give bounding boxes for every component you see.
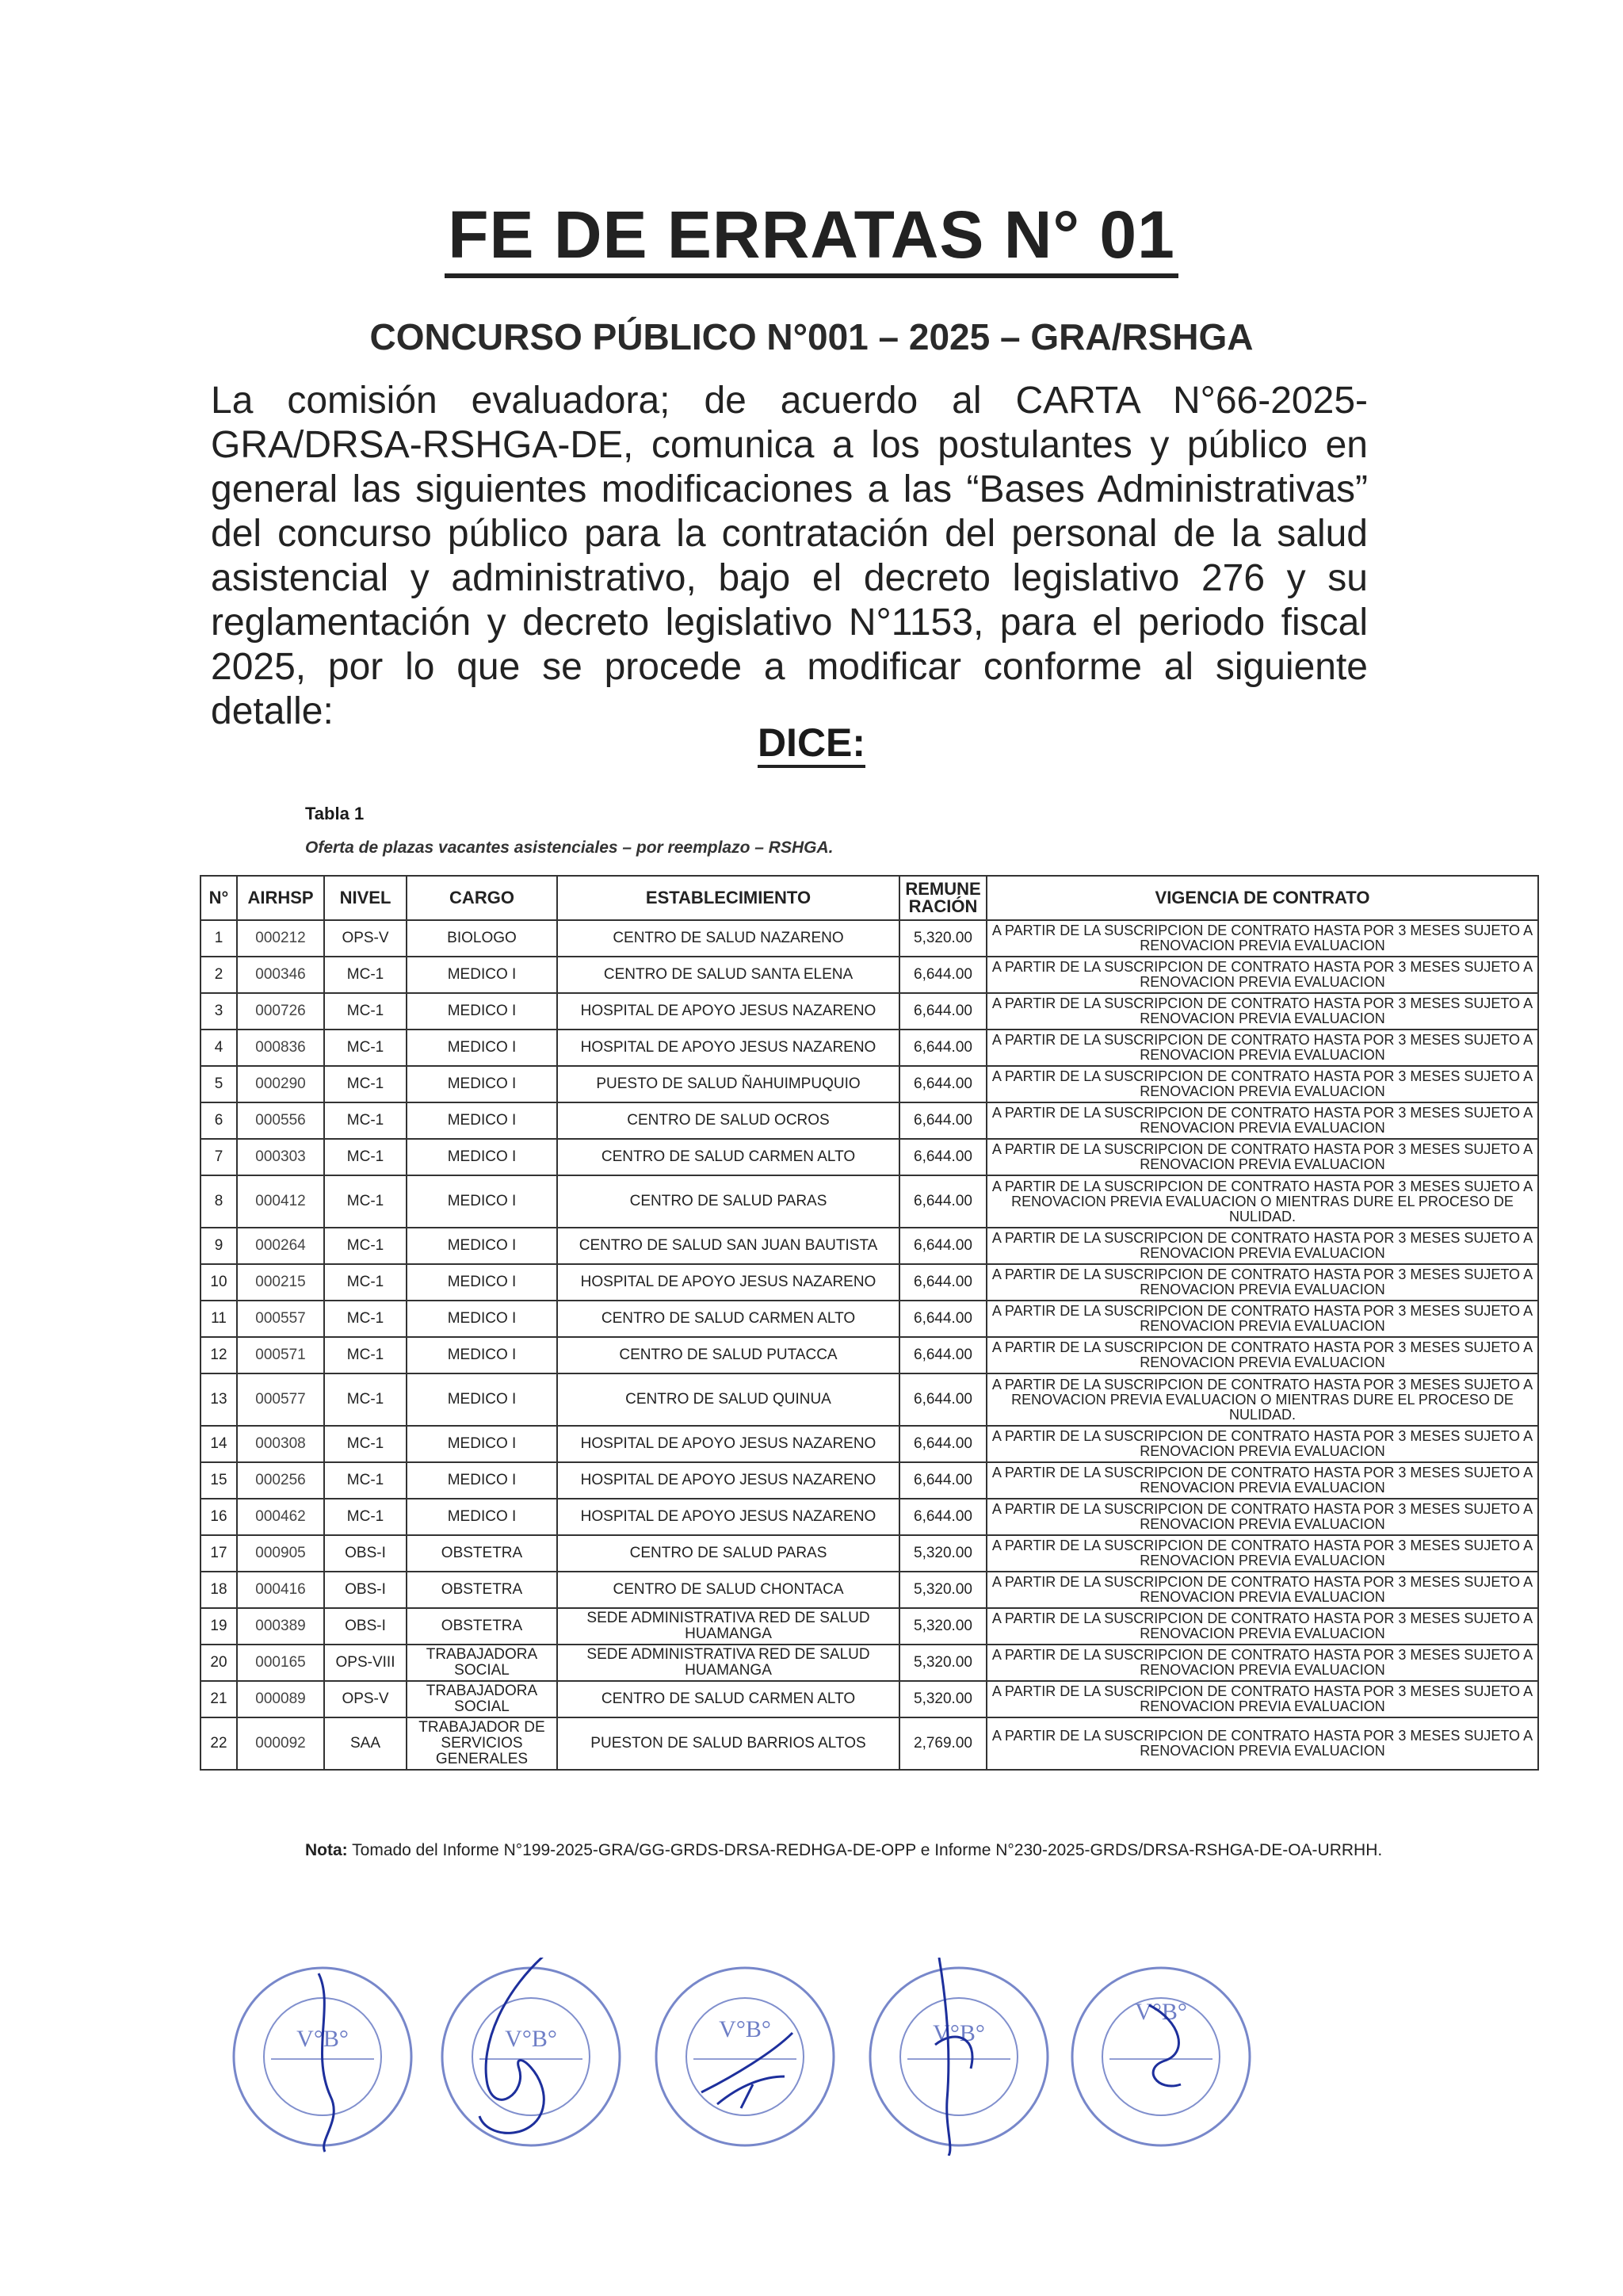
seal-stamp-5 bbox=[1062, 1958, 1260, 2156]
cell-vigencia: A PARTIR DE LA SUSCRIPCION DE CONTRATO HASTA POR 3 MESES SUJETO A RENOVACION PREVIA EVALUACION bbox=[987, 957, 1538, 993]
cell-vigencia: A PARTIR DE LA SUSCRIPCION DE CONTRATO HASTA POR 3 MESES SUJETO A RENOVACION PREVIA EVALUACION bbox=[987, 1264, 1538, 1301]
header-n: N° bbox=[200, 876, 237, 920]
table-row bbox=[200, 957, 1538, 993]
table-note bbox=[305, 1832, 1383, 1869]
header-nivel: NIVEL bbox=[324, 876, 407, 920]
cell-cargo: MEDICO I bbox=[407, 1030, 557, 1066]
cell-airhsp: 000089 bbox=[237, 1681, 324, 1717]
cell-establecimiento: PUESTON DE SALUD BARRIOS ALTOS bbox=[557, 1717, 899, 1770]
cell-nivel: MC-1 bbox=[324, 1426, 407, 1462]
cell-establecimiento: CENTRO DE SALUD OCROS bbox=[557, 1102, 899, 1139]
table-row bbox=[200, 1535, 1538, 1572]
cell-cargo: MEDICO I bbox=[407, 1264, 557, 1301]
cell-establecimiento: HOSPITAL DE APOYO JESUS NAZARENO bbox=[557, 1462, 899, 1499]
cell-cargo: MEDICO I bbox=[407, 1373, 557, 1426]
cell-remuneracion: 5,320.00 bbox=[899, 1535, 987, 1572]
cell-vigencia: A PARTIR DE LA SUSCRIPCION DE CONTRATO HASTA POR 3 MESES SUJETO A RENOVACION PREVIA EVALUACION bbox=[987, 1645, 1538, 1681]
cell-remuneracion: 6,644.00 bbox=[899, 1373, 987, 1426]
table-row bbox=[200, 1572, 1538, 1608]
cell-n: 5 bbox=[200, 1066, 237, 1102]
cell-vigencia: A PARTIR DE LA SUSCRIPCION DE CONTRATO HASTA POR 3 MESES SUJETO A RENOVACION PREVIA EVALUACION bbox=[987, 993, 1538, 1030]
cell-n: 15 bbox=[200, 1462, 237, 1499]
cell-establecimiento: CENTRO DE SALUD PARAS bbox=[557, 1535, 899, 1572]
cell-airhsp: 000462 bbox=[237, 1499, 324, 1535]
seal-stamp-1 bbox=[223, 1958, 422, 2156]
table-row bbox=[200, 1301, 1538, 1337]
cell-vigencia: A PARTIR DE LA SUSCRIPCION DE CONTRATO HASTA POR 3 MESES SUJETO A RENOVACION PREVIA EVALUACION bbox=[987, 1102, 1538, 1139]
cell-n: 1 bbox=[200, 920, 237, 957]
cell-nivel: SAA bbox=[324, 1717, 407, 1770]
cell-n: 13 bbox=[200, 1373, 237, 1426]
cell-cargo: BIOLOGO bbox=[407, 920, 557, 957]
intro-paragraph: La comisión evaluadora; de acuerdo al CARTA N°66-2025-GRA/DRSA-RSHGA-DE, comunica a los postulantes y público en general las siguientes modificaciones a las “Bases Administrativas” del concurso público para la contratación del personal de la salud asistencial y administrativo, bajo el decreto legislativo 276 y su reglamentación y decreto legislativo N°1153, para el periodo fiscal 2025, por lo que se procede a modificar conforme al siguiente detalle: bbox=[211, 380, 1368, 732]
cell-airhsp: 000556 bbox=[237, 1102, 324, 1139]
cell-n: 4 bbox=[200, 1030, 237, 1066]
cell-establecimiento: CENTRO DE SALUD SAN JUAN BAUTISTA bbox=[557, 1228, 899, 1264]
cell-establecimiento: CENTRO DE SALUD PUTACCA bbox=[557, 1337, 899, 1373]
table-row bbox=[200, 1175, 1538, 1228]
cell-airhsp: 000389 bbox=[237, 1608, 324, 1645]
cell-remuneracion: 6,644.00 bbox=[899, 1301, 987, 1337]
cell-airhsp: 000836 bbox=[237, 1030, 324, 1066]
cell-establecimiento: CENTRO DE SALUD CARMEN ALTO bbox=[557, 1301, 899, 1337]
cell-vigencia: A PARTIR DE LA SUSCRIPCION DE CONTRATO HASTA POR 3 MESES SUJETO A RENOVACION PREVIA EVALUACION bbox=[987, 1572, 1538, 1608]
cell-vigencia: A PARTIR DE LA SUSCRIPCION DE CONTRATO HASTA POR 3 MESES SUJETO A RENOVACION PREVIA EVALUACION bbox=[987, 1608, 1538, 1645]
cell-airhsp: 000212 bbox=[237, 920, 324, 957]
cell-nivel: MC-1 bbox=[324, 1030, 407, 1066]
cell-cargo: OBSTETRA bbox=[407, 1608, 557, 1645]
section-heading bbox=[0, 720, 1623, 766]
cell-n: 20 bbox=[200, 1645, 237, 1681]
table-row bbox=[200, 1645, 1538, 1681]
table-row bbox=[200, 1426, 1538, 1462]
table-caption: Tabla 1 bbox=[305, 804, 365, 823]
cell-establecimiento: HOSPITAL DE APOYO JESUS NAZARENO bbox=[557, 1264, 899, 1301]
cell-airhsp: 000165 bbox=[237, 1645, 324, 1681]
cell-cargo: MEDICO I bbox=[407, 1337, 557, 1373]
cell-cargo: MEDICO I bbox=[407, 957, 557, 993]
cell-airhsp: 000092 bbox=[237, 1717, 324, 1770]
cell-establecimiento: CENTRO DE SALUD PARAS bbox=[557, 1175, 899, 1228]
cell-airhsp: 000290 bbox=[237, 1066, 324, 1102]
cell-airhsp: 000256 bbox=[237, 1462, 324, 1499]
cell-airhsp: 000557 bbox=[237, 1301, 324, 1337]
cell-vigencia: A PARTIR DE LA SUSCRIPCION DE CONTRATO HASTA POR 3 MESES SUJETO A RENOVACION PREVIA EVALUACION bbox=[987, 1301, 1538, 1337]
cell-nivel: MC-1 bbox=[324, 1139, 407, 1175]
cell-vigencia: A PARTIR DE LA SUSCRIPCION DE CONTRATO HASTA POR 3 MESES SUJETO A RENOVACION PREVIA EVALUACION bbox=[987, 920, 1538, 957]
cell-remuneracion: 6,644.00 bbox=[899, 1426, 987, 1462]
svg-text:V°B°: V°B° bbox=[1135, 1999, 1187, 2025]
cell-vigencia: A PARTIR DE LA SUSCRIPCION DE CONTRATO HASTA POR 3 MESES SUJETO A RENOVACION PREVIA EVALUACION bbox=[987, 1681, 1538, 1717]
cell-remuneracion: 5,320.00 bbox=[899, 920, 987, 957]
cell-remuneracion: 5,320.00 bbox=[899, 1681, 987, 1717]
table-row bbox=[200, 1337, 1538, 1373]
cell-cargo: MEDICO I bbox=[407, 1499, 557, 1535]
cell-vigencia: A PARTIR DE LA SUSCRIPCION DE CONTRATO HASTA POR 3 MESES SUJETO A RENOVACION PREVIA EVALUACION bbox=[987, 1337, 1538, 1373]
cell-airhsp: 000726 bbox=[237, 993, 324, 1030]
cell-remuneracion: 5,320.00 bbox=[899, 1645, 987, 1681]
cell-airhsp: 000264 bbox=[237, 1228, 324, 1264]
table-body bbox=[200, 920, 1538, 1770]
cell-airhsp: 000416 bbox=[237, 1572, 324, 1608]
cell-n: 9 bbox=[200, 1228, 237, 1264]
cell-remuneracion: 6,644.00 bbox=[899, 1264, 987, 1301]
svg-text:V°B°: V°B° bbox=[933, 2020, 985, 2046]
cell-remuneracion: 6,644.00 bbox=[899, 1175, 987, 1228]
cell-establecimiento: HOSPITAL DE APOYO JESUS NAZARENO bbox=[557, 1030, 899, 1066]
document-title-text: FE DE ERRATAS N° 01 bbox=[445, 197, 1178, 278]
header-cargo: CARGO bbox=[407, 876, 557, 920]
cell-vigencia: A PARTIR DE LA SUSCRIPCION DE CONTRATO HASTA POR 3 MESES SUJETO A RENOVACION PREVIA EVALUACION bbox=[987, 1426, 1538, 1462]
table-row bbox=[200, 1228, 1538, 1264]
cell-airhsp: 000905 bbox=[237, 1535, 324, 1572]
section-heading-text: DICE: bbox=[758, 720, 865, 768]
table-header-row bbox=[200, 876, 1538, 920]
seal-stamp-2 bbox=[432, 1958, 630, 2156]
cell-remuneracion: 6,644.00 bbox=[899, 1030, 987, 1066]
cell-nivel: MC-1 bbox=[324, 1373, 407, 1426]
note-label: Nota: bbox=[305, 1841, 348, 1859]
cell-vigencia: A PARTIR DE LA SUSCRIPCION DE CONTRATO HASTA POR 3 MESES SUJETO A RENOVACION PREVIA EVALUACION O MIENTRAS DURE EL PROCESO DE NULIDAD. bbox=[987, 1175, 1538, 1228]
table-row bbox=[200, 1066, 1538, 1102]
cell-cargo: MEDICO I bbox=[407, 1301, 557, 1337]
cell-cargo: MEDICO I bbox=[407, 1462, 557, 1499]
cell-cargo: TRABAJADOR DE SERVICIOS GENERALES bbox=[407, 1717, 557, 1770]
table-row bbox=[200, 1030, 1538, 1066]
table-row bbox=[200, 1717, 1538, 1770]
cell-n: 7 bbox=[200, 1139, 237, 1175]
cell-cargo: MEDICO I bbox=[407, 1175, 557, 1228]
cell-n: 10 bbox=[200, 1264, 237, 1301]
seal-stamp-4 bbox=[860, 1958, 1058, 2156]
header-remuneracion: REMUNE RACIÓN bbox=[899, 876, 987, 920]
cell-nivel: MC-1 bbox=[324, 1066, 407, 1102]
cell-remuneracion: 6,644.00 bbox=[899, 1066, 987, 1102]
cell-establecimiento: HOSPITAL DE APOYO JESUS NAZARENO bbox=[557, 993, 899, 1030]
cell-vigencia: A PARTIR DE LA SUSCRIPCION DE CONTRATO HASTA POR 3 MESES SUJETO A RENOVACION PREVIA EVALUACION bbox=[987, 1030, 1538, 1066]
cell-n: 8 bbox=[200, 1175, 237, 1228]
table-row bbox=[200, 1608, 1538, 1645]
cell-remuneracion: 6,644.00 bbox=[899, 1102, 987, 1139]
cell-nivel: MC-1 bbox=[324, 1102, 407, 1139]
cell-cargo: OBSTETRA bbox=[407, 1572, 557, 1608]
cell-n: 17 bbox=[200, 1535, 237, 1572]
cell-nivel: MC-1 bbox=[324, 957, 407, 993]
cell-cargo: MEDICO I bbox=[407, 1066, 557, 1102]
cell-airhsp: 000346 bbox=[237, 957, 324, 993]
svg-text:V°B°: V°B° bbox=[296, 2026, 349, 2052]
svg-text:V°B°: V°B° bbox=[719, 2016, 771, 2042]
cell-vigencia: A PARTIR DE LA SUSCRIPCION DE CONTRATO HASTA POR 3 MESES SUJETO A RENOVACION PREVIA EVALUACION O MIENTRAS DURE EL PROCESO DE NULIDAD. bbox=[987, 1373, 1538, 1426]
cell-establecimiento: SEDE ADMINISTRATIVA RED DE SALUD HUAMANGA bbox=[557, 1608, 899, 1645]
cell-remuneracion: 6,644.00 bbox=[899, 1139, 987, 1175]
cell-nivel: MC-1 bbox=[324, 1228, 407, 1264]
cell-remuneracion: 6,644.00 bbox=[899, 1462, 987, 1499]
cell-remuneracion: 5,320.00 bbox=[899, 1608, 987, 1645]
cell-establecimiento: CENTRO DE SALUD NAZARENO bbox=[557, 920, 899, 957]
table-row bbox=[200, 1499, 1538, 1535]
cell-n: 21 bbox=[200, 1681, 237, 1717]
cell-airhsp: 000412 bbox=[237, 1175, 324, 1228]
document-title bbox=[0, 197, 1623, 273]
cell-vigencia: A PARTIR DE LA SUSCRIPCION DE CONTRATO HASTA POR 3 MESES SUJETO A RENOVACION PREVIA EVALUACION bbox=[987, 1462, 1538, 1499]
document-subtitle: CONCURSO PÚBLICO N°001 – 2025 – GRA/RSHGA bbox=[369, 316, 1254, 357]
cell-cargo: MEDICO I bbox=[407, 993, 557, 1030]
table-row bbox=[200, 1102, 1538, 1139]
table-row bbox=[200, 920, 1538, 957]
cell-cargo: MEDICO I bbox=[407, 1426, 557, 1462]
cell-vigencia: A PARTIR DE LA SUSCRIPCION DE CONTRATO HASTA POR 3 MESES SUJETO A RENOVACION PREVIA EVALUACION bbox=[987, 1535, 1538, 1572]
table-row bbox=[200, 1373, 1538, 1426]
cell-nivel: MC-1 bbox=[324, 1175, 407, 1228]
cell-establecimiento: PUESTO DE SALUD ÑAHUIMPUQUIO bbox=[557, 1066, 899, 1102]
cell-vigencia: A PARTIR DE LA SUSCRIPCION DE CONTRATO HASTA POR 3 MESES SUJETO A RENOVACION PREVIA EVALUACION bbox=[987, 1066, 1538, 1102]
cell-nivel: MC-1 bbox=[324, 1499, 407, 1535]
table-row bbox=[200, 1264, 1538, 1301]
cell-nivel: OPS-VIII bbox=[324, 1645, 407, 1681]
cell-establecimiento: CENTRO DE SALUD CHONTACA bbox=[557, 1572, 899, 1608]
table-subcaption: Oferta de plazas vacantes asistenciales – por reemplazo – RSHGA. bbox=[305, 839, 834, 857]
cell-n: 22 bbox=[200, 1717, 237, 1770]
cell-n: 16 bbox=[200, 1499, 237, 1535]
cell-remuneracion: 6,644.00 bbox=[899, 1228, 987, 1264]
cell-cargo: MEDICO I bbox=[407, 1139, 557, 1175]
note-text: Tomado del Informe N°199-2025-GRA/GG-GRDS-DRSA-REDHGA-DE-OPP e Informe N°230-2025-GRDS/DRSA-RSHGA-DE-OA-URRHH. bbox=[352, 1841, 1383, 1859]
cell-n: 11 bbox=[200, 1301, 237, 1337]
cell-nivel: MC-1 bbox=[324, 993, 407, 1030]
cell-n: 3 bbox=[200, 993, 237, 1030]
cell-airhsp: 000308 bbox=[237, 1426, 324, 1462]
cell-establecimiento: HOSPITAL DE APOYO JESUS NAZARENO bbox=[557, 1426, 899, 1462]
cell-nivel: OPS-V bbox=[324, 920, 407, 957]
cell-nivel: OBS-I bbox=[324, 1608, 407, 1645]
cell-remuneracion: 6,644.00 bbox=[899, 993, 987, 1030]
cell-n: 18 bbox=[200, 1572, 237, 1608]
cell-cargo: MEDICO I bbox=[407, 1102, 557, 1139]
cell-n: 12 bbox=[200, 1337, 237, 1373]
cell-n: 14 bbox=[200, 1426, 237, 1462]
cell-remuneracion: 6,644.00 bbox=[899, 957, 987, 993]
cell-nivel: MC-1 bbox=[324, 1337, 407, 1373]
cell-establecimiento: SEDE ADMINISTRATIVA RED DE SALUD HUAMANGA bbox=[557, 1645, 899, 1681]
cell-establecimiento: CENTRO DE SALUD QUINUA bbox=[557, 1373, 899, 1426]
cell-establecimiento: CENTRO DE SALUD CARMEN ALTO bbox=[557, 1139, 899, 1175]
cell-airhsp: 000303 bbox=[237, 1139, 324, 1175]
cell-remuneracion: 6,644.00 bbox=[899, 1337, 987, 1373]
cell-airhsp: 000215 bbox=[237, 1264, 324, 1301]
cell-remuneracion: 2,769.00 bbox=[899, 1717, 987, 1770]
cell-cargo: OBSTETRA bbox=[407, 1535, 557, 1572]
cell-vigencia: A PARTIR DE LA SUSCRIPCION DE CONTRATO HASTA POR 3 MESES SUJETO A RENOVACION PREVIA EVALUACION bbox=[987, 1228, 1538, 1264]
cell-nivel: OPS-V bbox=[324, 1681, 407, 1717]
cell-nivel: OBS-I bbox=[324, 1572, 407, 1608]
cell-airhsp: 000577 bbox=[237, 1373, 324, 1426]
cell-n: 2 bbox=[200, 957, 237, 993]
svg-text:V°B°: V°B° bbox=[505, 2026, 557, 2052]
cell-nivel: MC-1 bbox=[324, 1264, 407, 1301]
cell-remuneracion: 6,644.00 bbox=[899, 1499, 987, 1535]
cell-establecimiento: CENTRO DE SALUD CARMEN ALTO bbox=[557, 1681, 899, 1717]
table-row bbox=[200, 1681, 1538, 1717]
cell-n: 6 bbox=[200, 1102, 237, 1139]
cell-vigencia: A PARTIR DE LA SUSCRIPCION DE CONTRATO HASTA POR 3 MESES SUJETO A RENOVACION PREVIA EVALUACION bbox=[987, 1717, 1538, 1770]
cell-cargo: TRABAJADORA SOCIAL bbox=[407, 1645, 557, 1681]
vacancies-table bbox=[200, 875, 1539, 1771]
cell-vigencia: A PARTIR DE LA SUSCRIPCION DE CONTRATO HASTA POR 3 MESES SUJETO A RENOVACION PREVIA EVALUACION bbox=[987, 1139, 1538, 1175]
seal-stamp-3 bbox=[646, 1958, 844, 2156]
cell-nivel: MC-1 bbox=[324, 1462, 407, 1499]
cell-nivel: MC-1 bbox=[324, 1301, 407, 1337]
cell-n: 19 bbox=[200, 1608, 237, 1645]
table-row bbox=[200, 993, 1538, 1030]
cell-nivel: OBS-I bbox=[324, 1535, 407, 1572]
cell-cargo: TRABAJADORA SOCIAL bbox=[407, 1681, 557, 1717]
cell-airhsp: 000571 bbox=[237, 1337, 324, 1373]
header-vigencia: VIGENCIA DE CONTRATO bbox=[987, 876, 1538, 920]
table-row bbox=[200, 1139, 1538, 1175]
cell-cargo: MEDICO I bbox=[407, 1228, 557, 1264]
cell-establecimiento: CENTRO DE SALUD SANTA ELENA bbox=[557, 957, 899, 993]
cell-vigencia: A PARTIR DE LA SUSCRIPCION DE CONTRATO HASTA POR 3 MESES SUJETO A RENOVACION PREVIA EVALUACION bbox=[987, 1499, 1538, 1535]
cell-remuneracion: 5,320.00 bbox=[899, 1572, 987, 1608]
header-establecimiento: ESTABLECIMIENTO bbox=[557, 876, 899, 920]
table-row bbox=[200, 1462, 1538, 1499]
header-airhsp: AIRHSP bbox=[237, 876, 324, 920]
cell-establecimiento: HOSPITAL DE APOYO JESUS NAZARENO bbox=[557, 1499, 899, 1535]
